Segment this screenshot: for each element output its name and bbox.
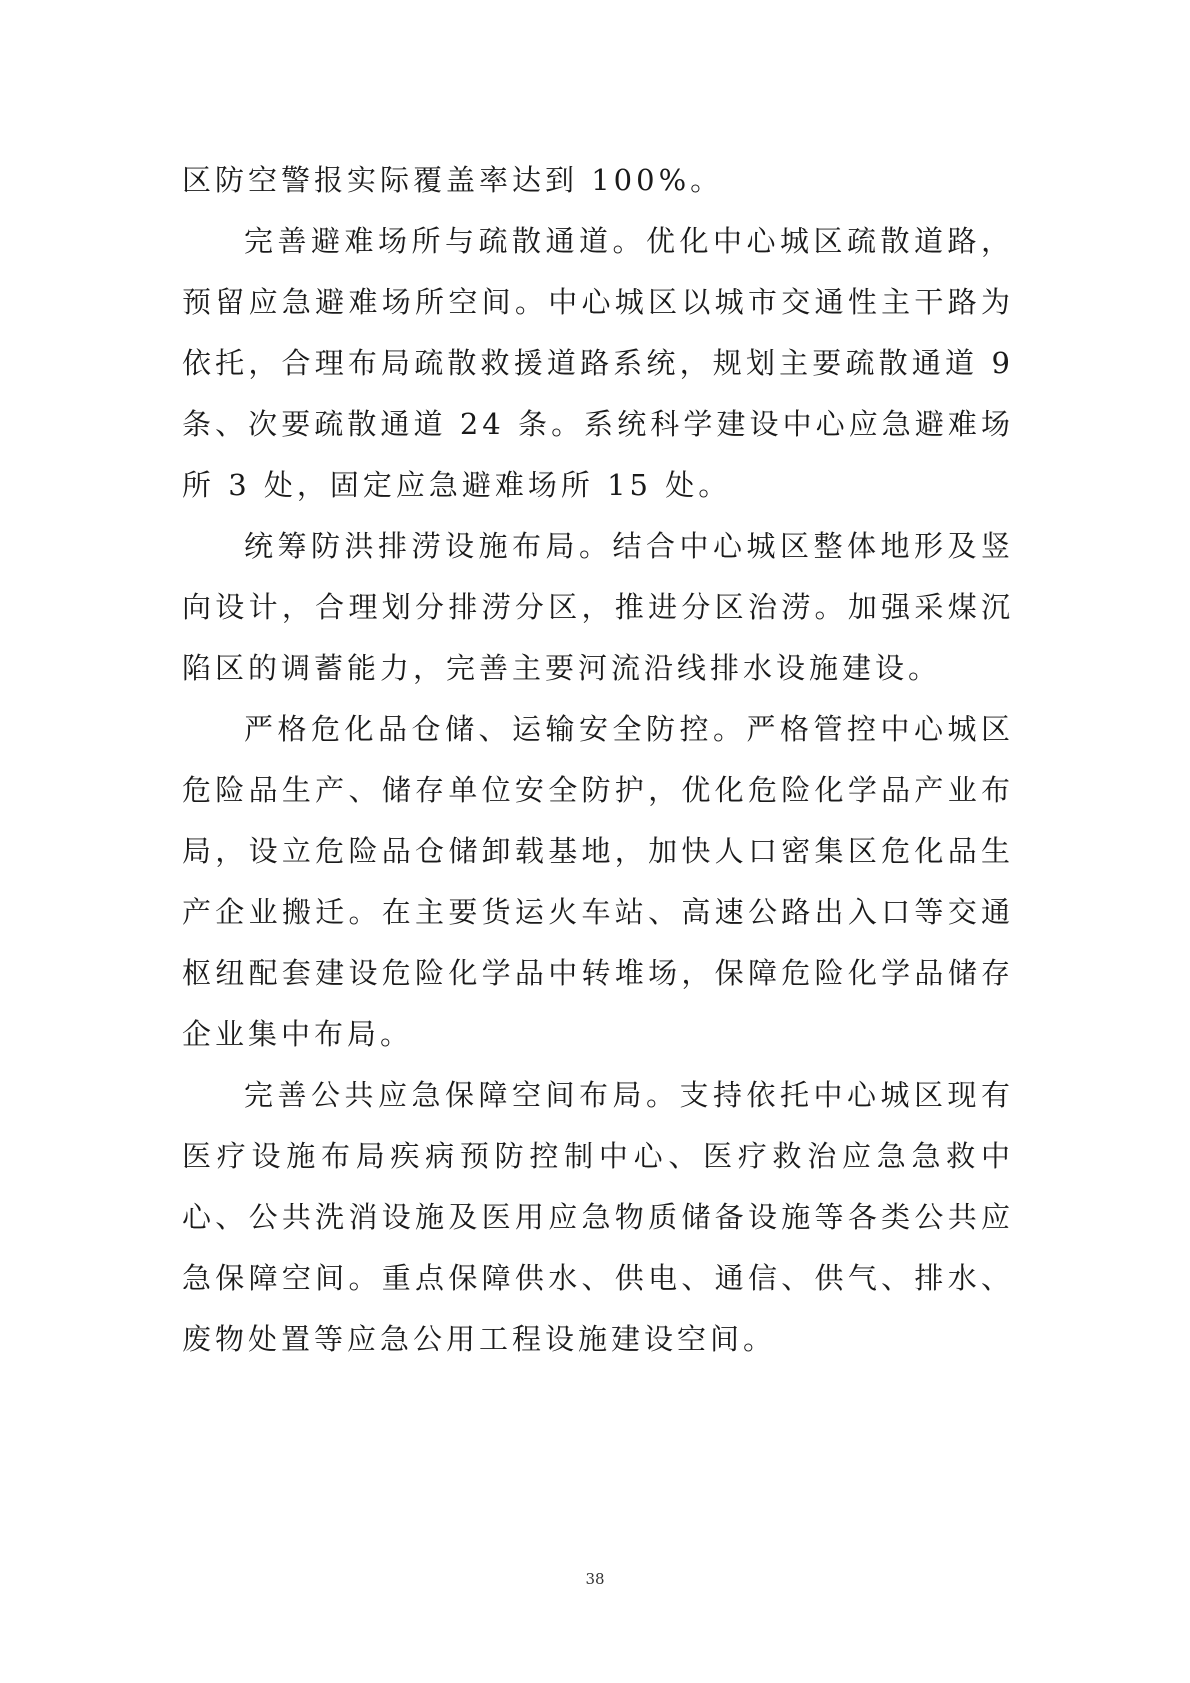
paragraph-emergency-support: 完善公共应急保障空间布局。支持依托中心城区现有医疗设施布局疾病预防控制中心、医疗救治应急急救中心、公共洗消设施及医用应急物质储备设施等各类公共应急保障空间。重点保障供水、供电、通信、供气、排水、废物处置等应急公用工程设施建设空间。	[182, 1078, 1014, 1356]
page-number: 38	[585, 1570, 605, 1588]
body-text	[182, 150, 1014, 1370]
paragraph-continuation: 区防空警报实际覆盖率达到 100%。	[182, 163, 724, 197]
paragraph-flood-control: 统筹防洪排涝设施布局。结合中心城区整体地形及竖向设计，合理划分排涝分区，推进分区治涝。加强采煤沉陷区的调蓄能力，完善主要河流沿线排水设施建设。	[182, 529, 1014, 685]
paragraph-hazardous-chemicals: 严格危化品仓储、运输安全防控。严格管控中心城区危险品生产、储存单位安全防护，优化危险化学品产业布局，设立危险品仓储卸载基地，加快人口密集区危化品生产企业搬迁。在主要货运火车站、高速公路出入口等交通枢纽配套建设危险化学品中转堆场，保障危险化学品储存企业集中布局。	[182, 712, 1014, 1051]
paragraph-evacuation: 完善避难场所与疏散通道。优化中心城区疏散道路，预留应急避难场所空间。中心城区以城市交通性主干路为依托，合理布局疏散救援道路系统，规划主要疏散通道 9 条、次要疏散通道 24 条。系统科学建设中心应急避难场所 3 处，固定应急避难场所 15 处。	[182, 224, 1014, 502]
